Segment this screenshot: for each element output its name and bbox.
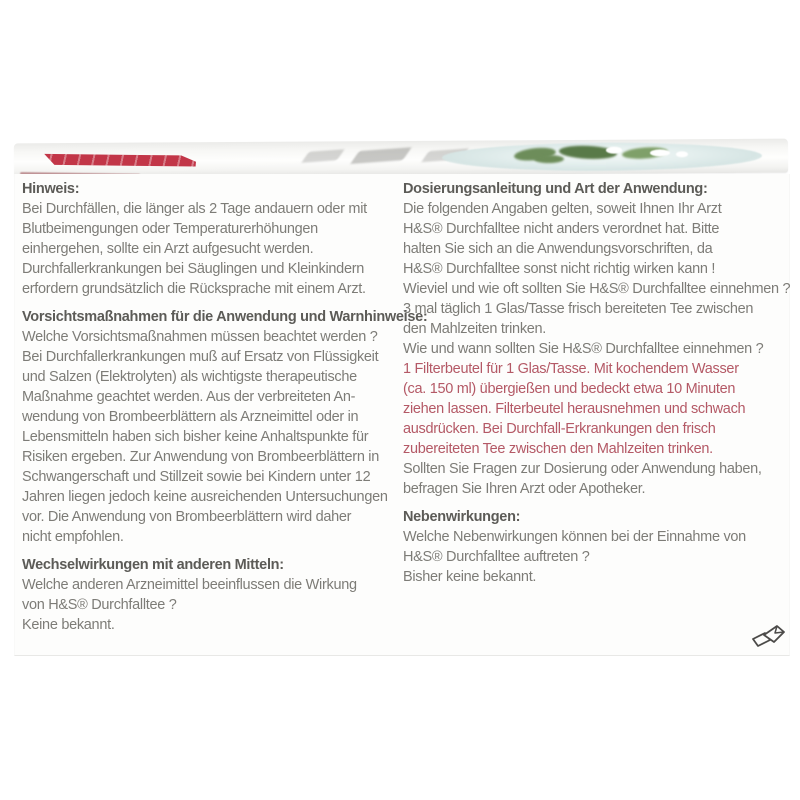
- box-top-edge: [14, 139, 788, 178]
- section-heading: Wechselwirkungen mit anderen Mitteln:: [22, 557, 284, 573]
- text-line: wendung von Brombeerblättern als Arzneimittel oder in: [22, 409, 359, 425]
- filter-bag-icon: [747, 621, 791, 655]
- text-line: von H&S® Durchfalltee ?: [22, 597, 177, 613]
- text-line: Risiken ergeben. Zur Anwendung von Brombeerblättern in: [22, 449, 379, 465]
- herb-blossom: [676, 151, 688, 157]
- text-line: einhergehen, sollte ein Arzt aufgesucht werden.: [22, 241, 314, 257]
- section-heading: Nebenwirkungen:: [403, 509, 521, 525]
- brand-logo-red: [44, 150, 196, 171]
- text-line: Welche anderen Arzneimittel beeinflussen die Wirkung: [22, 577, 357, 593]
- text-line: Blutbeimengungen oder Temperaturerhöhungen: [22, 221, 318, 237]
- printed-text-blur: [350, 147, 412, 164]
- herb-blossom: [606, 147, 622, 154]
- text-line: und Salzen (Elektrolyten) als wichtigste therapeutische: [22, 369, 357, 385]
- text-line: H&S® Durchfalltee auftreten ?: [403, 549, 590, 565]
- section-heading: Hinweis:: [22, 181, 80, 197]
- text-line: Bei Durchfällen, die länger als 2 Tage andauern oder mit: [22, 201, 367, 217]
- text-line: 1 Filterbeutel für 1 Glas/Tasse. Mit kochendem Wasser: [403, 361, 739, 377]
- left-text-column: [22, 179, 428, 635]
- text-line: Wieviel und wie oft sollten Sie H&S® Durchfalltee einnehmen ?: [403, 281, 791, 297]
- text-line: Maßnahme geachtet werden. Aus der verbreiteten An-: [22, 389, 356, 405]
- text-line: Jahren liegen jedoch keine ausreichenden Untersuchungen: [22, 489, 388, 505]
- text-line: H&S® Durchfalltee sonst nicht richtig wirken kann !: [403, 261, 716, 277]
- text-line: Welche Vorsichtsmaßnahmen müssen beachtet werden ?: [22, 329, 378, 345]
- text-line: Bei Durchfallerkrankungen muß auf Ersatz von Flüssigkeit: [22, 349, 379, 365]
- section-heading: Dosierungsanleitung und Art der Anwendung:: [403, 181, 708, 197]
- text-line: Keine bekannt.: [22, 617, 115, 633]
- text-line: nicht empfohlen.: [22, 529, 124, 545]
- section-heading: Vorsichtsmaßnahmen für die Anwendung und Warnhinweise:: [22, 309, 428, 325]
- text-line: den Mahlzeiten trinken.: [403, 321, 547, 337]
- text-line: Sollten Sie Fragen zur Dosierung oder Anwendung haben,: [403, 461, 762, 477]
- text-line: Schwangerschaft und Stillzeit sowie bei Kindern unter 12: [22, 469, 371, 485]
- text-line: Wie und wann sollten Sie H&S® Durchfalltee einnehmen ?: [403, 341, 764, 357]
- text-line: (ca. 150 ml) übergießen und bedeckt etwa 10 Minuten: [403, 381, 736, 397]
- text-line: Bisher keine bekannt.: [403, 569, 537, 585]
- text-line: ziehen lassen. Filterbeutel herausnehmen und schwach: [403, 401, 746, 417]
- text-line: 3 mal täglich 1 Glas/Tasse frisch bereiteten Tee zwischen: [403, 301, 754, 317]
- text-line: H&S® Durchfalltee nicht anders verordnet hat. Bitte: [403, 221, 720, 237]
- text-line: ausdrücken. Bei Durchfall-Erkrankungen den frisch: [403, 421, 716, 437]
- text-line: halten Sie sich an die Anwendungsvorschriften, da: [403, 241, 713, 257]
- printed-text-blur: [301, 149, 344, 163]
- text-line: Lebensmitteln haben sich bisher keine Anhaltspunkte für: [22, 429, 369, 445]
- text-line: befragen Sie Ihren Arzt oder Apotheker.: [403, 481, 646, 497]
- text-line: zubereiteten Tee zwischen den Mahlzeiten trinken.: [403, 441, 713, 457]
- text-line: erfordern grundsätzlich die Rücksprache mit einem Arzt.: [22, 281, 366, 297]
- right-text-column: [403, 179, 791, 587]
- text-line: Welche Nebenwirkungen können bei der Einnahme von: [403, 529, 746, 545]
- text-line: vor. Die Anwendung von Brombeerblättern wird daher: [22, 509, 352, 525]
- text-line: Die folgenden Angaben gelten, soweit Ihnen Ihr Arzt: [403, 201, 722, 217]
- text-line: Durchfallerkrankungen bei Säuglingen und Kleinkindern: [22, 261, 365, 277]
